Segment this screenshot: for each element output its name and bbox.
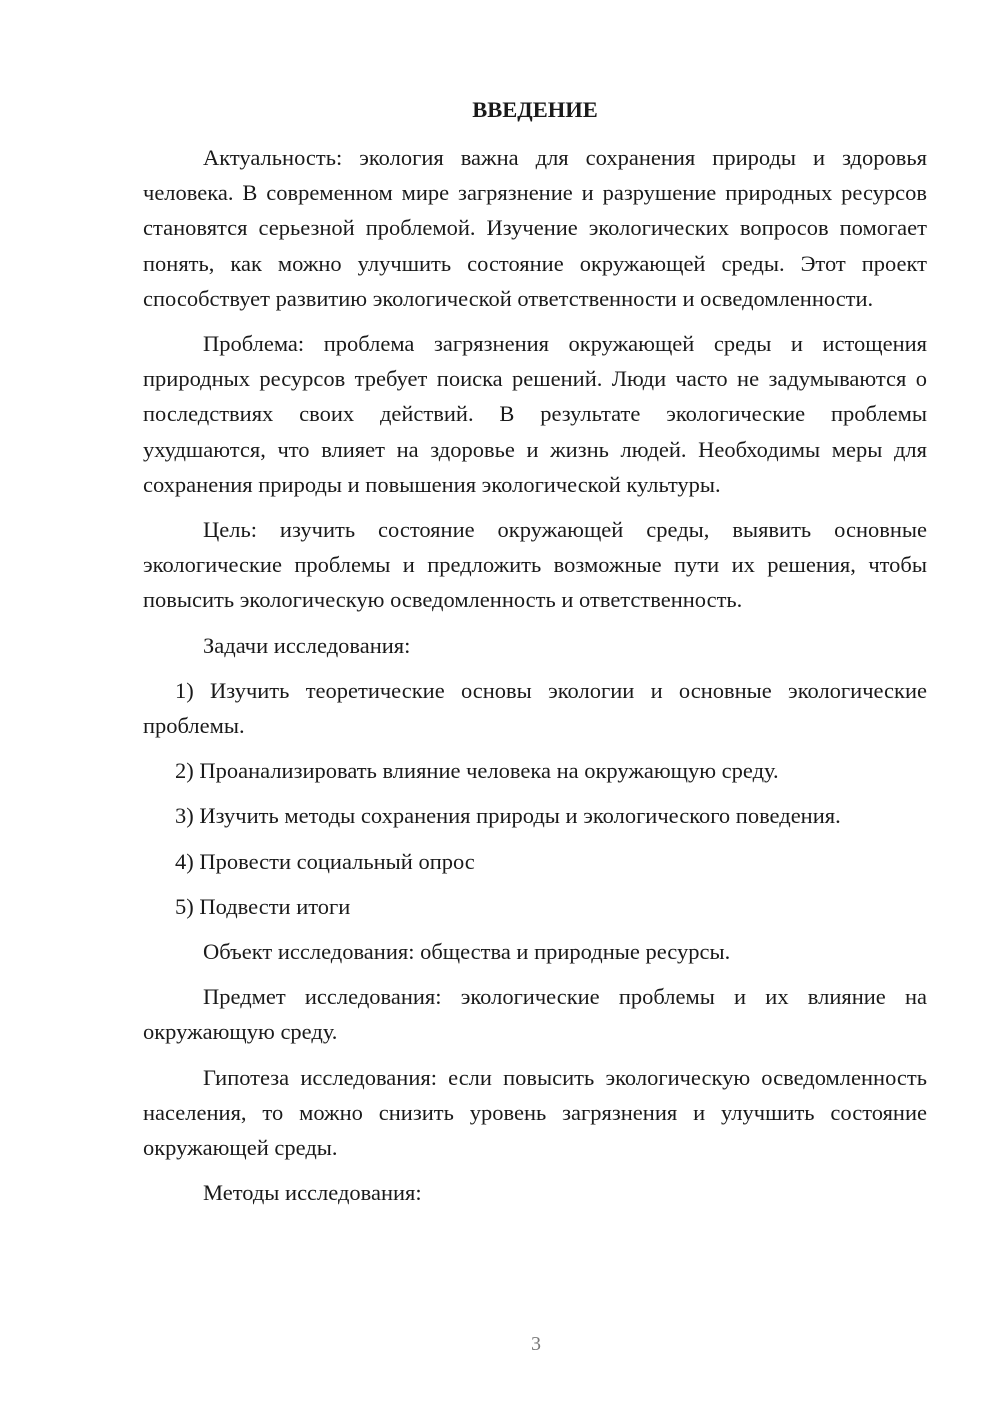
paragraph-tasks-heading: Задачи исследования: [203,632,411,658]
paragraph-problem: Проблема: проблема загрязнения окружающей среды и истощения природных ресурсов требует поиска решений. Люди часто не задумываются о последствиях своих действий. В результате экологические проблемы ухудшаются, что влияет на здоровье и жизнь людей. Необходимы меры для сохранения природы и повышения экологической культуры. [143,331,927,497]
section-title: ВВЕДЕНИЕ [472,97,598,122]
task-item-2: 2) Проанализировать влияние человека на окружающую среду. [175,758,779,784]
task-item-3: 3) Изучить методы сохранения природы и экологического поведения. [175,803,841,829]
paragraph-subject: Предмет исследования: экологические проблемы и их влияние на окружающую среду. [143,984,927,1045]
paragraph-goal: Цель: изучить состояние окружающей среды, выявить основные экологические проблемы и предложить возможные пути их решения, чтобы повысить экологическую осведомленность и ответственность. [143,517,927,613]
paragraph-relevance: Актуальность: экология важна для сохранения природы и здоровья человека. В современном мире загрязнение и разрушение природных ресурсов становятся серьезной проблемой. Изучение экологических вопросов помогает понять, как можно улучшить состояние окружающей среды. Этот проект способствует развитию экологической ответственности и осведомленности. [143,145,927,311]
document-page [143,90,927,1220]
task-item-5: 5) Подвести итоги [175,893,351,919]
paragraph-object: Объект исследования: общества и природные ресурсы. [203,939,731,965]
task-item-4: 4) Провести социальный опрос [175,848,475,874]
paragraph-methods: Методы исследования: [203,1180,422,1206]
paragraph-hypothesis: Гипотеза исследования: если повысить экологическую осведомленность населения, то можно снизить уровень загрязнения и улучшить состояние окружающей среды. [143,1064,927,1161]
task-item-1: 1) Изучить теоретические основы экологии и основные экологические проблемы. [143,677,927,739]
page-number: 3 [531,1333,541,1355]
